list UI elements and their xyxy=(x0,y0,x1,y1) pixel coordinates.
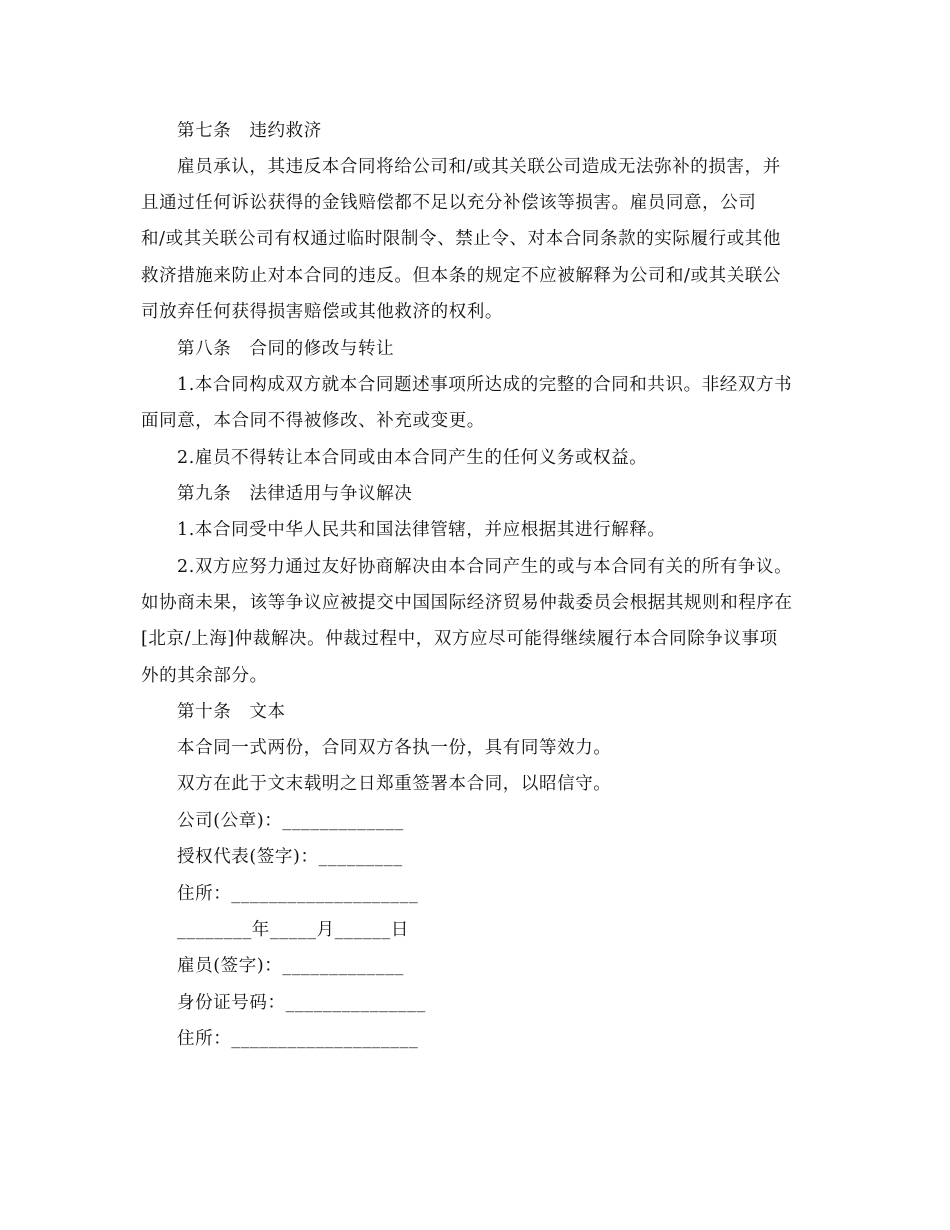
company-seal-field: 公司(公章)：_____________ xyxy=(177,811,404,831)
article-9-item-2-line-4: 外的其余部分。 xyxy=(141,666,268,686)
article-9-item-2-line-1: 2.双方应努力通过友好协商解决由本合同产生的或与本合同有关的所有争议。 xyxy=(177,557,793,577)
article-9-title: 第九条 法律适用与争议解决 xyxy=(177,484,413,504)
company-address-field: 住所：____________________ xyxy=(177,884,419,904)
employee-sign-field: 雇员(签字)：_____________ xyxy=(177,956,404,976)
article-7-line-1: 雇员承认，其违反本合同将给公司和/或其关联公司造成无法弥补的损害，并 xyxy=(177,157,781,177)
article-9-item-2-line-3: [北京/上海]仲裁解决。仲裁过程中，双方应尽可能得继续履行本合同除争议事项 xyxy=(141,629,778,649)
article-7-title: 第七条 违约救济 xyxy=(177,121,322,141)
article-10-line-1: 本合同一式两份，合同双方各执一份，具有同等效力。 xyxy=(177,738,612,758)
authorized-rep-field: 授权代表(签字)：_________ xyxy=(177,847,403,867)
article-10-title: 第十条 文本 xyxy=(177,702,286,722)
article-7-line-2: 且通过任何诉讼获得的金钱赔偿都不足以充分补偿该等损害。雇员同意，公司 xyxy=(141,193,757,213)
employee-address-field: 住所：____________________ xyxy=(177,1029,419,1049)
article-9-item-1: 1.本合同受中华人民共和国法律管辖，并应根据其进行解释。 xyxy=(177,520,666,540)
id-number-field: 身份证号码：_______________ xyxy=(177,993,426,1013)
article-8-item-1-line-2: 面同意，本合同不得被修改、补充或变更。 xyxy=(141,411,485,431)
article-7-line-4: 救济措施来防止对本合同的违反。但本条的规定不应被解释为公司和/或其关联公 xyxy=(141,266,781,286)
article-7-line-5: 司放弃任何获得损害赔偿或其他救济的权利。 xyxy=(141,302,503,322)
article-8-item-1-line-1: 1.本合同构成双方就本合同题述事项所达成的完整的合同和共识。非经双方书 xyxy=(177,375,793,395)
date-field: ________年_____月______日 xyxy=(177,920,409,940)
article-9-item-2-line-2: 如协商未果，该等争议应被提交中国国际经济贸易仲裁委员会根据其规则和程序在 xyxy=(141,593,793,613)
article-7-line-3: 和/或其关联公司有权通过临时限制令、禁止令、对本合同条款的实际履行或其他 xyxy=(141,229,781,249)
article-8-item-2: 2.雇员不得转让本合同或由本合同产生的任何义务或权益。 xyxy=(177,448,648,468)
article-8-title: 第八条 合同的修改与转让 xyxy=(177,339,395,359)
article-10-line-2: 双方在此于文末载明之日郑重签署本合同，以昭信守。 xyxy=(177,774,612,794)
